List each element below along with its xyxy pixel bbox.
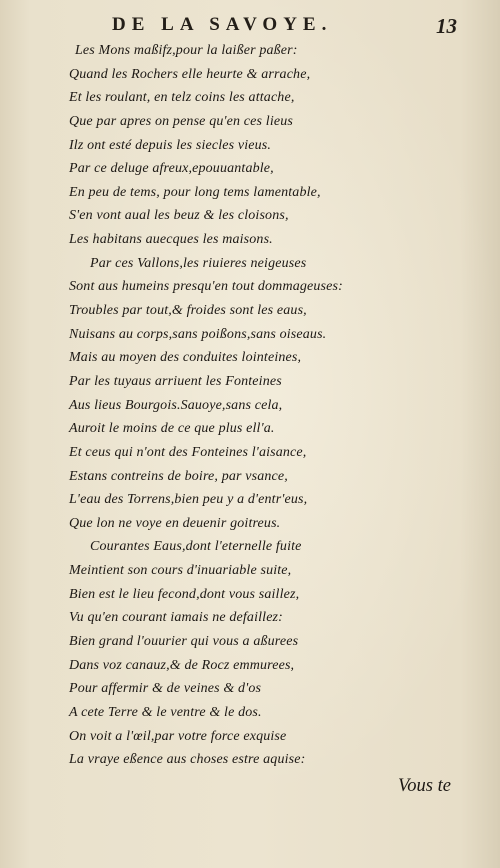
poem-text — [0, 39, 500, 772]
verse-line: Courantes Eaus,dont l'eternelle fuite — [90, 539, 302, 555]
verse-line: En peu de tems, pour long tems lamentable, — [69, 184, 321, 200]
verse-line: Que lon ne voye en deuenir goitreus. — [69, 515, 281, 531]
verse-line: Nuisans au corps,sans poißons,sans oiseaus. — [69, 326, 327, 342]
verse-line: Ilz ont esté depuis les siecles vieus. — [69, 137, 272, 153]
verse-line: Par ce deluge afreux,epouuantable, — [69, 161, 274, 177]
verse-line: Les habitans auecques les maisons. — [69, 232, 273, 248]
verse-line: Par ces Vallons,les riuieres neigeuses — [90, 255, 307, 271]
verse-line: Sont aus humeins presqu'en tout dommageuses: — [69, 279, 343, 295]
verse-line: Mais au moyen des conduites lointeines, — [69, 350, 302, 366]
verse-line: L'eau des Torrens,bien peu y a d'entr'eus, — [69, 492, 308, 508]
verse-line: Vu qu'en courant iamais ne defaillez: — [69, 610, 283, 626]
verse-line: Auroit le moins de ce que plus ell'a. — [69, 421, 275, 437]
verse-line: Bien grand l'ouurier qui vous a aßurees — [69, 634, 299, 650]
page-number: 13 — [436, 14, 457, 38]
running-head: DE LA SAVOYE. — [112, 14, 333, 35]
verse-line: Aus lieus Bourgois.Sauoye,sans cela, — [69, 397, 283, 413]
verse-line: Quand les Rochers elle heurte & arrache, — [69, 66, 311, 82]
verse-line: Estans contreins de boire, par vsance, — [69, 468, 288, 484]
verse-line: Dans voz canauz,& de Rocz emmurees, — [69, 657, 295, 673]
verse-line: A cete Terre & le ventre & le dos. — [69, 704, 262, 720]
verse-line: Pour affermir & de veines & d'os — [69, 681, 262, 697]
verse-line: Troubles par tout,& froides sont les eaus, — [69, 303, 307, 319]
verse-line: Par les tuyaus arriuent les Fonteines — [69, 373, 282, 389]
verse-line: On voit a l'œil,par votre force exquise — [69, 728, 287, 744]
verse-line: Les Mons maßifz,pour la laißer paßer: — [75, 43, 298, 58]
verse-line: Et ceus qui n'ont des Fonteines l'aisance, — [69, 444, 307, 460]
catchword: Vous te — [398, 776, 451, 796]
verse-line: La vraye eßence aus choses estre aquise: — [69, 752, 306, 768]
verse-line: Bien est le lieu fecond,dont vous saillez, — [69, 586, 300, 602]
verse-line: Que par apres on pense qu'en ces lieus — [69, 113, 293, 129]
page-header — [0, 8, 500, 38]
verse-line: Meintient son cours d'inuariable suite, — [69, 563, 292, 579]
verse-line: Et les roulant, en telz coins les attache, — [69, 90, 295, 106]
verse-line: S'en vont aual les beuz & les cloisons, — [69, 208, 289, 224]
